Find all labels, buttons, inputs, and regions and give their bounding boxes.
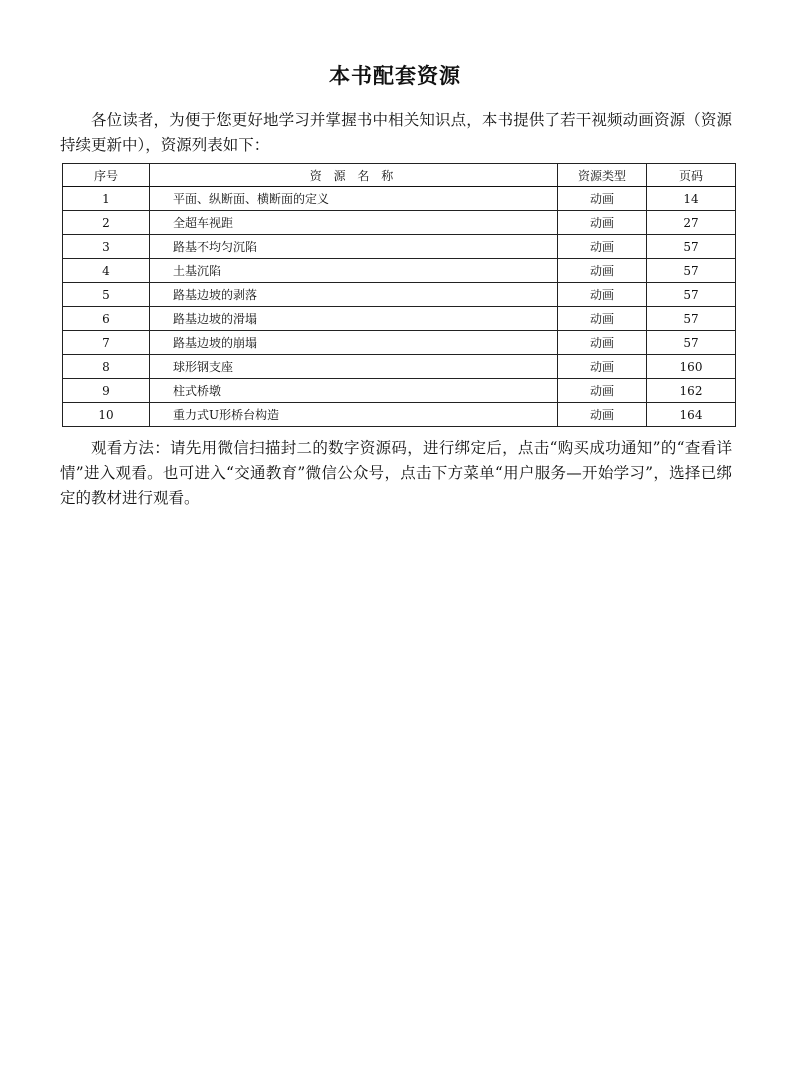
table-row [63, 259, 736, 283]
row-no: 2 [63, 211, 150, 235]
row-name: 路基边坡的剥落 [150, 283, 558, 307]
table-row [63, 331, 736, 355]
row-name: 球形钢支座 [150, 355, 558, 379]
table-row [63, 379, 736, 403]
row-type: 动画 [558, 379, 647, 403]
row-no: 6 [63, 307, 150, 331]
table-row [63, 355, 736, 379]
row-no: 10 [63, 403, 150, 427]
row-no: 3 [63, 235, 150, 259]
header-page: 页码 [647, 164, 736, 187]
row-type: 动画 [558, 307, 647, 331]
row-type: 动画 [558, 355, 647, 379]
row-name: 柱式桥墩 [150, 379, 558, 403]
row-page: 160 [647, 355, 736, 379]
page-title: 本书配套资源 [329, 64, 461, 88]
row-name: 路基边坡的崩塌 [150, 331, 558, 355]
table-row [63, 187, 736, 211]
header-name: 资 源 名 称 [150, 164, 558, 187]
resource-table [62, 163, 736, 427]
row-name: 路基不均匀沉陷 [150, 235, 558, 259]
table-row [63, 283, 736, 307]
header-type: 资源类型 [558, 164, 647, 187]
row-no: 9 [63, 379, 150, 403]
row-type: 动画 [558, 403, 647, 427]
row-no: 1 [63, 187, 150, 211]
table-row [63, 307, 736, 331]
viewing-method-paragraph: 观看方法：请先用微信扫描封二的数字资源码，进行绑定后，点击“购买成功通知”的“查看详情”进入观看。也可进入“交通教育”微信公众号，点击下方菜单“用户服务—开始学习”，选择已绑定的教材进行观看。 [60, 439, 732, 507]
row-page: 57 [647, 235, 736, 259]
intro-paragraph: 各位读者，为便于您更好地学习并掌握书中相关知识点，本书提供了若干视频动画资源（资源持续更新中），资源列表如下： [60, 111, 732, 154]
row-page: 164 [647, 403, 736, 427]
row-type: 动画 [558, 331, 647, 355]
row-no: 8 [63, 355, 150, 379]
row-name: 全超车视距 [150, 211, 558, 235]
table-header-row [63, 164, 736, 187]
row-name: 路基边坡的滑塌 [150, 307, 558, 331]
row-page: 27 [647, 211, 736, 235]
row-type: 动画 [558, 283, 647, 307]
row-name: 平面、纵断面、横断面的定义 [150, 187, 558, 211]
row-page: 57 [647, 331, 736, 355]
table-row [63, 211, 736, 235]
row-no: 4 [63, 259, 150, 283]
row-type: 动画 [558, 235, 647, 259]
row-no: 5 [63, 283, 150, 307]
row-page: 57 [647, 283, 736, 307]
row-name: 土基沉陷 [150, 259, 558, 283]
row-type: 动画 [558, 259, 647, 283]
row-type: 动画 [558, 187, 647, 211]
row-name: 重力式U形桥台构造 [150, 403, 558, 427]
table-row [63, 403, 736, 427]
row-page: 162 [647, 379, 736, 403]
row-page: 57 [647, 307, 736, 331]
row-type: 动画 [558, 211, 647, 235]
header-no: 序号 [63, 164, 150, 187]
row-no: 7 [63, 331, 150, 355]
table-row [63, 235, 736, 259]
row-page: 57 [647, 259, 736, 283]
row-page: 14 [647, 187, 736, 211]
